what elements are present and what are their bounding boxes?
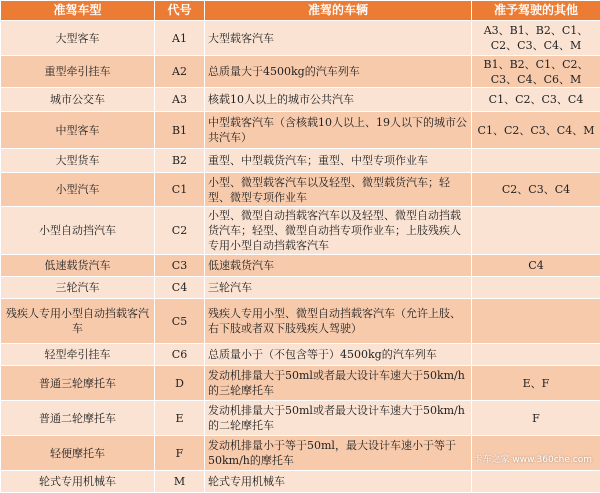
table-row <box>1 255 600 277</box>
table-row <box>1 344 600 366</box>
table-row <box>1 173 600 207</box>
cell-other: C1、C2、C3、C4 <box>472 88 600 112</box>
table-row <box>1 277 600 299</box>
cell-desc: 轮式专用机械车 <box>205 471 472 493</box>
cell-other: E、F <box>472 366 600 401</box>
header-other: 准予驾驶的其他 <box>472 1 600 21</box>
cell-type: 城市公交车 <box>1 88 155 112</box>
cell-type: 残疾人专用小型自动挡载客汽车 <box>1 299 155 344</box>
table-row <box>1 88 600 112</box>
cell-other <box>472 207 600 255</box>
cell-other <box>472 471 600 493</box>
table-row <box>1 401 600 436</box>
cell-type: 低速载货汽车 <box>1 255 155 277</box>
cell-type: 大型货车 <box>1 149 155 173</box>
cell-code: C6 <box>155 344 205 366</box>
cell-desc: 发动机排量小于等于50ml，最大设计车速小于等于50km/h的摩托车 <box>205 436 472 471</box>
cell-type: 轻便摩托车 <box>1 436 155 471</box>
cell-desc: 总质量大于4500kg的汽车列车 <box>205 56 472 88</box>
cell-other: C1、C2、C3、C4、M <box>472 112 600 149</box>
cell-other <box>472 149 600 173</box>
cell-desc: 大型载客汽车 <box>205 21 472 56</box>
cell-other: C2、C3、C4 <box>472 173 600 207</box>
cell-type: 普通三轮摩托车 <box>1 366 155 401</box>
cell-code: E <box>155 401 205 436</box>
cell-code: C2 <box>155 207 205 255</box>
table-row <box>1 56 600 88</box>
cell-desc: 小型、微型载客汽车以及轻型、微型载货汽车；轻型、微型专项作业车 <box>205 173 472 207</box>
header-type: 准驾车型 <box>1 1 155 21</box>
cell-desc: 核载10人以上的城市公共汽车 <box>205 88 472 112</box>
cell-other: C4 <box>472 255 600 277</box>
cell-type: 中型客车 <box>1 112 155 149</box>
table-row <box>1 366 600 401</box>
cell-desc: 总质量小于（不包含等于）4500kg的汽车列车 <box>205 344 472 366</box>
table-row <box>1 207 600 255</box>
cell-other: B1、B2、C1、C2、C3、C4、C6、M <box>472 56 600 88</box>
cell-code: C3 <box>155 255 205 277</box>
watermark: 卡车之家 www.360che.com <box>474 452 592 465</box>
header-vehicles: 准驾的车辆 <box>205 1 472 21</box>
cell-type: 重型牵引挂车 <box>1 56 155 88</box>
cell-other: F <box>472 401 600 436</box>
cell-type: 轻型牵引挂车 <box>1 344 155 366</box>
cell-code: B1 <box>155 112 205 149</box>
cell-desc: 三轮汽车 <box>205 277 472 299</box>
cell-code: A1 <box>155 21 205 56</box>
cell-desc: 重型、中型载货汽车；重型、中型专项作业车 <box>205 149 472 173</box>
table-row <box>1 112 600 149</box>
table-row <box>1 21 600 56</box>
cell-code: C4 <box>155 277 205 299</box>
cell-code: B2 <box>155 149 205 173</box>
cell-code: C1 <box>155 173 205 207</box>
cell-desc: 小型、微型自动挡载客汽车以及轻型、微型自动挡载货汽车；轻型、微型自动挡专项作业车；上肢残疾人专用小型自动挡载客汽车 <box>205 207 472 255</box>
cell-type: 大型客车 <box>1 21 155 56</box>
cell-code: C5 <box>155 299 205 344</box>
cell-code: A2 <box>155 56 205 88</box>
header-row <box>1 1 600 21</box>
cell-other <box>472 344 600 366</box>
cell-desc: 残疾人专用小型、微型自动挡载客汽车（允许上肢、右下肢或者双下肢残疾人驾驶） <box>205 299 472 344</box>
table-row <box>1 149 600 173</box>
cell-code: F <box>155 436 205 471</box>
cell-desc: 低速载货汽车 <box>205 255 472 277</box>
cell-code: M <box>155 471 205 493</box>
cell-desc: 发动机排量大于50ml或者最大设计车速大于50km/h的二轮摩托车 <box>205 401 472 436</box>
cell-other <box>472 299 600 344</box>
cell-desc: 发动机排量大于50ml或者最大设计车速大于50km/h的三轮摩托车 <box>205 366 472 401</box>
header-code: 代号 <box>155 1 205 21</box>
cell-desc: 中型载客汽车（含核载10人以上、19人以下的城市公共汽车） <box>205 112 472 149</box>
cell-code: D <box>155 366 205 401</box>
cell-code: A3 <box>155 88 205 112</box>
cell-type: 小型汽车 <box>1 173 155 207</box>
cell-other <box>472 277 600 299</box>
table-row <box>1 299 600 344</box>
cell-type: 普通二轮摩托车 <box>1 401 155 436</box>
cell-type: 三轮汽车 <box>1 277 155 299</box>
cell-type: 小型自动挡汽车 <box>1 207 155 255</box>
cell-type: 轮式专用机械车 <box>1 471 155 493</box>
cell-other: A3、B1、B2、C1、C2、C3、C4、M <box>472 21 600 56</box>
table-row <box>1 471 600 493</box>
